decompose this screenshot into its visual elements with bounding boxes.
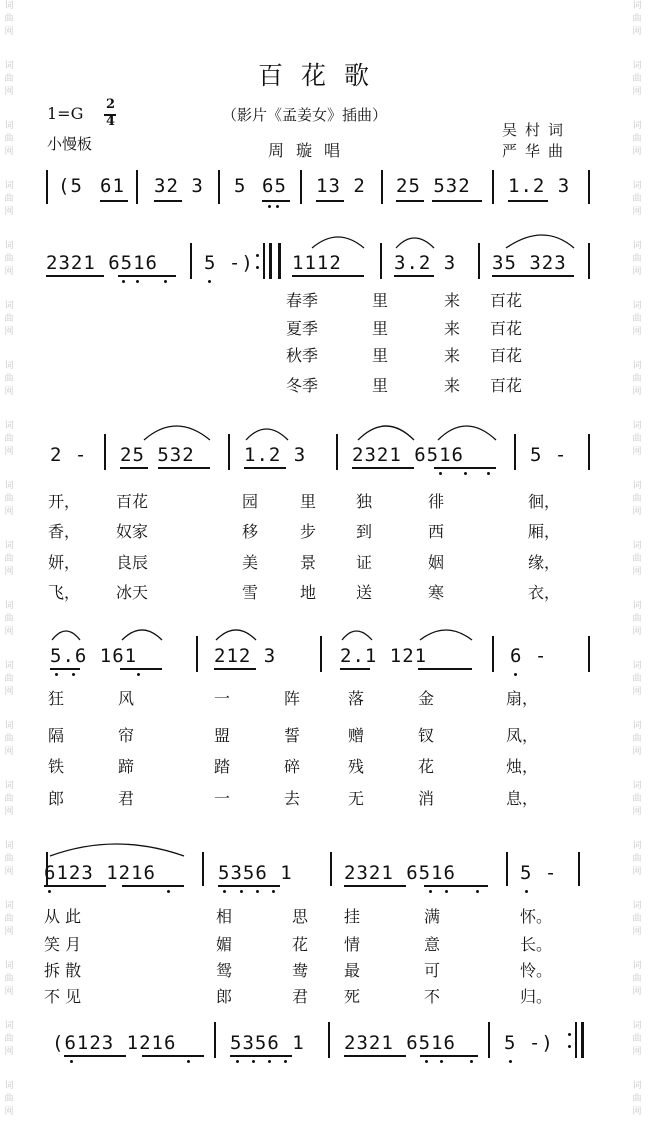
lyric-syllable: 从 此 [44, 907, 82, 926]
watermark-char: 曲 [4, 1034, 14, 1044]
watermark-char: 词 [632, 121, 642, 131]
watermark-char: 网 [632, 507, 642, 517]
lyric-syllable: 妍， [48, 553, 81, 572]
lyricist-credit: 吴村词 [502, 121, 572, 139]
watermark-char: 词 [632, 901, 642, 911]
note-group: 5 -) [204, 252, 254, 274]
lyric-syllable: 鸯 [292, 961, 309, 980]
watermark-char: 网 [632, 987, 642, 997]
time-signature-numerator: 2 [106, 97, 116, 112]
note-group: 35 323 [492, 252, 567, 274]
watermark-char: 词 [4, 841, 14, 851]
watermark-char: 曲 [632, 1034, 642, 1044]
lyric-syllable: 蹄 [118, 757, 135, 776]
watermark-char: 网 [632, 387, 642, 397]
lyric-syllable: 誓 [284, 726, 301, 745]
lyric-syllable: 里 [372, 346, 389, 365]
watermark-char: 曲 [4, 734, 14, 744]
tempo-marking: 小慢板 [47, 135, 93, 153]
note-group: 5356 1 [230, 1032, 305, 1054]
watermark-char: 网 [4, 447, 14, 457]
watermark-char: 词 [632, 61, 642, 71]
watermark-char: 网 [4, 207, 14, 217]
lyric-syllable: 独 [356, 492, 373, 511]
lyric-syllable: 残 [348, 757, 365, 776]
watermark-char: 词 [632, 841, 642, 851]
note-group: 65 [262, 175, 287, 197]
watermark-char: 曲 [632, 674, 642, 684]
slur [420, 630, 472, 640]
watermark-char: 网 [632, 807, 642, 817]
watermark-char: 网 [4, 147, 14, 157]
watermark-char: 曲 [4, 14, 14, 24]
watermark-char: 词 [632, 1, 642, 11]
lyric-syllable: 花 [418, 757, 435, 776]
lyric-syllable: 雪 [242, 583, 259, 602]
lyric-syllable: 来 [444, 376, 461, 395]
note-group: 13 2 [316, 175, 366, 197]
watermark-char: 网 [632, 1047, 642, 1057]
watermark-char: 网 [4, 927, 14, 937]
song-subtitle: （影片《孟姜女》插曲） [222, 106, 388, 124]
composer-credit: 严华曲 [502, 142, 572, 160]
watermark-char: 网 [632, 87, 642, 97]
slur [342, 631, 372, 640]
song-title: 百花歌 [258, 61, 388, 90]
lyric-syllable: 去 [284, 789, 301, 808]
watermark-char: 词 [632, 241, 642, 251]
lyric-syllable: 郎 [48, 789, 65, 808]
lyric-syllable: 不 见 [44, 987, 82, 1006]
watermark-char: 网 [4, 627, 14, 637]
lyric-syllable: 来 [444, 291, 461, 310]
slur [50, 844, 184, 856]
lyric-syllable: 缘， [528, 553, 561, 572]
watermark-char: 网 [632, 927, 642, 937]
watermark-char: 曲 [4, 134, 14, 144]
note-group: 6123 1216 [44, 862, 156, 884]
lyric-syllable: 香， [48, 522, 81, 541]
note-group: 2321 6516 [352, 444, 464, 466]
lyric-syllable: 挂 [344, 907, 361, 926]
watermark-char: 网 [632, 207, 642, 217]
watermark-char: 词 [632, 421, 642, 431]
watermark-char: 网 [4, 987, 14, 997]
lyric-syllable: 步 [300, 522, 317, 541]
lyric-syllable: 赠 [348, 726, 365, 745]
watermark-char: 网 [632, 867, 642, 877]
watermark-char: 词 [632, 301, 642, 311]
watermark-char: 网 [632, 627, 642, 637]
lyric-syllable: 落 [348, 689, 365, 708]
lyric-syllable: 徊， [528, 492, 561, 511]
slur [506, 235, 574, 248]
note-group: 5 [234, 175, 247, 197]
lyric-syllable: 厢， [528, 522, 561, 541]
lyric-syllable: 景 [300, 553, 317, 572]
watermark-char: 词 [632, 661, 642, 671]
lyric-syllable: 消 [418, 789, 435, 808]
slur [246, 429, 288, 440]
watermark-char: 曲 [4, 434, 14, 444]
watermark-char: 曲 [632, 914, 642, 924]
watermark-char: 网 [4, 1107, 14, 1117]
note-group: 5 - [520, 862, 558, 884]
watermark-char: 词 [632, 181, 642, 191]
lyric-syllable: 里 [372, 376, 389, 395]
note-group: 2321 6516 [344, 862, 456, 884]
lyric-syllable: 媚 [216, 935, 233, 954]
watermark-char: 词 [4, 781, 14, 791]
watermark-char: 网 [4, 507, 14, 517]
lyric-syllable: 拆 散 [44, 961, 82, 980]
watermark-char: 词 [4, 1081, 14, 1091]
slur [438, 426, 496, 440]
watermark-char: 曲 [632, 314, 642, 324]
lyric-syllable: 飞， [48, 583, 81, 602]
note-group: 32 3 [154, 175, 204, 197]
lyric-syllable: 来 [444, 346, 461, 365]
watermark-char: 词 [4, 361, 14, 371]
slur [52, 631, 80, 640]
watermark-char: 网 [4, 747, 14, 757]
watermark-char: 曲 [632, 794, 642, 804]
watermark-char: 网 [632, 447, 642, 457]
note-group: (6123 1216 [52, 1032, 177, 1054]
watermark-char: 曲 [4, 1094, 14, 1104]
lyric-syllable: 怀。 [520, 907, 553, 926]
watermark-char: 词 [4, 421, 14, 431]
lyric-syllable: 美 [242, 553, 259, 572]
watermark-char: 曲 [632, 74, 642, 84]
note-group: 5.6 161 [50, 645, 138, 667]
lyric-syllable: 到 [356, 522, 373, 541]
watermark-char: 曲 [632, 1094, 642, 1104]
watermark-char: 曲 [4, 794, 14, 804]
watermark-char: 词 [632, 1021, 642, 1031]
note-group: 5356 1 [218, 862, 293, 884]
lyric-syllable: 姻 [428, 553, 445, 572]
watermark-char: 词 [4, 661, 14, 671]
watermark-char: 曲 [632, 734, 642, 744]
lyric-syllable: 最 [344, 961, 361, 980]
watermark-char: 曲 [4, 974, 14, 984]
key-signature: 1=G [47, 104, 84, 123]
watermark-char: 网 [4, 807, 14, 817]
note-group: 2 - [50, 444, 88, 466]
watermark-char: 曲 [4, 914, 14, 924]
lyric-syllable: 里 [372, 319, 389, 338]
lyric-syllable: 鸳 [216, 961, 233, 980]
lyric-syllable: 秋季 [286, 346, 319, 365]
watermark-char: 曲 [632, 554, 642, 564]
lyric-syllable: 死 [344, 987, 361, 1006]
watermark-char: 网 [632, 267, 642, 277]
note-group: 25 532 [396, 175, 471, 197]
lyric-syllable: 百花 [116, 492, 149, 511]
watermark-char: 词 [4, 1021, 14, 1031]
lyric-syllable: 里 [372, 291, 389, 310]
lyric-syllable: 息， [506, 789, 539, 808]
watermark-char: 网 [632, 27, 642, 37]
lyric-syllable: 铁 [48, 757, 65, 776]
lyric-syllable: 寒 [428, 583, 445, 602]
watermark-char: 词 [4, 961, 14, 971]
lyric-syllable: 证 [356, 553, 373, 572]
singer-credit: 周璇唱 [268, 141, 353, 160]
watermark-char: 词 [632, 361, 642, 371]
note-group: 1.2 3 [508, 175, 571, 197]
lyric-syllable: 冬季 [286, 376, 319, 395]
watermark-char: 词 [632, 601, 642, 611]
lyric-syllable: 衣， [528, 583, 561, 602]
lyric-syllable: 送 [356, 583, 373, 602]
watermark-char: 曲 [632, 614, 642, 624]
watermark-char: 曲 [4, 374, 14, 384]
lyric-syllable: 来 [444, 319, 461, 338]
watermark-char: 网 [632, 567, 642, 577]
lyric-syllable: 良辰 [116, 553, 149, 572]
note-group: 2.1 121 [340, 645, 428, 667]
lyric-syllable: 不 [424, 987, 441, 1006]
note-group: (5 [58, 175, 83, 197]
watermark-char: 词 [4, 481, 14, 491]
watermark-char: 曲 [4, 854, 14, 864]
lyric-syllable: 意 [424, 935, 441, 954]
watermark-char: 网 [632, 327, 642, 337]
lyric-syllable: 归。 [520, 987, 553, 1006]
lyric-syllable: 满 [424, 907, 441, 926]
watermark-char: 网 [4, 867, 14, 877]
lyric-syllable: 情 [344, 935, 361, 954]
watermark-char: 曲 [632, 494, 642, 504]
lyric-syllable: 西 [428, 522, 445, 541]
lyric-syllable: 踏 [214, 757, 231, 776]
watermark-char: 词 [632, 781, 642, 791]
lyric-syllable: 百花 [490, 376, 523, 395]
lyric-syllable: 百花 [490, 319, 523, 338]
watermark-char: 曲 [4, 614, 14, 624]
note-group: 5 -) [504, 1032, 554, 1054]
lyric-syllable: 凤， [506, 726, 539, 745]
lyric-syllable: 地 [300, 583, 317, 602]
watermark-char: 网 [4, 327, 14, 337]
note-group: 3.2 3 [394, 252, 457, 274]
lyric-syllable: 奴家 [116, 522, 149, 541]
watermark-char: 曲 [632, 14, 642, 24]
watermark-char: 曲 [632, 134, 642, 144]
lyric-syllable: 怜。 [520, 961, 553, 980]
note-group: 2321 6516 [344, 1032, 456, 1054]
watermark-char: 曲 [4, 494, 14, 504]
note-group: 1112 [292, 252, 342, 274]
lyric-syllable: 思 [292, 907, 309, 926]
watermark-char: 词 [632, 481, 642, 491]
lyric-syllable: 金 [418, 689, 435, 708]
note-group: 61 [100, 175, 125, 197]
watermark-char: 词 [4, 901, 14, 911]
watermark-char: 词 [632, 961, 642, 971]
lyric-syllable: 一 [214, 789, 231, 808]
lyric-syllable: 狂 [48, 689, 65, 708]
note-group: 5 - [530, 444, 568, 466]
lyric-syllable: 君 [118, 789, 135, 808]
watermark-char: 曲 [4, 194, 14, 204]
watermark-char: 曲 [4, 254, 14, 264]
lyric-syllable: 冰天 [116, 583, 149, 602]
lyric-syllable: 园 [242, 492, 259, 511]
lyric-syllable: 花 [292, 935, 309, 954]
lyric-syllable: 相 [216, 907, 233, 926]
lyric-syllable: 百花 [490, 291, 523, 310]
watermark-char: 曲 [4, 554, 14, 564]
lyric-syllable: 开， [48, 492, 81, 511]
watermark-char: 词 [4, 601, 14, 611]
watermark-char: 曲 [632, 254, 642, 264]
lyric-syllable: 无 [348, 789, 365, 808]
lyric-syllable: 风 [118, 689, 135, 708]
note-group: 2321 6516 [46, 252, 158, 274]
watermark-char: 词 [632, 721, 642, 731]
watermark-char: 网 [4, 1047, 14, 1057]
slur [312, 237, 364, 248]
watermark-char: 网 [632, 1107, 642, 1117]
watermark-char: 词 [632, 541, 642, 551]
time-signature-denominator: 4 [106, 114, 116, 129]
watermark-char: 网 [4, 267, 14, 277]
lyric-syllable: 春季 [286, 291, 319, 310]
lyric-syllable: 盟 [214, 726, 231, 745]
lyric-syllable: 帘 [118, 726, 135, 745]
watermark-char: 词 [632, 1081, 642, 1091]
slur [122, 630, 162, 640]
watermark-char: 词 [4, 241, 14, 251]
lyric-syllable: 君 [292, 987, 309, 1006]
lyric-syllable: 阵 [284, 689, 301, 708]
watermark-char: 曲 [632, 434, 642, 444]
watermark-char: 词 [4, 1, 14, 11]
lyric-syllable: 移 [242, 522, 259, 541]
slur [144, 426, 210, 440]
note-group: 25 532 [120, 444, 195, 466]
lyric-syllable: 钗 [418, 726, 435, 745]
lyric-syllable: 碎 [284, 757, 301, 776]
lyric-syllable: 一 [214, 689, 231, 708]
watermark-char: 曲 [4, 674, 14, 684]
watermark-char: 词 [4, 541, 14, 551]
watermark-char: 曲 [4, 314, 14, 324]
watermark-char: 曲 [632, 854, 642, 864]
lyric-syllable: 笑 月 [44, 935, 82, 954]
lyric-syllable: 徘 [428, 492, 445, 511]
lyric-syllable: 郎 [216, 987, 233, 1006]
lyric-syllable: 烛， [506, 757, 539, 776]
watermark-char: 网 [4, 87, 14, 97]
watermark-char: 曲 [632, 974, 642, 984]
lyric-syllable: 可 [424, 961, 441, 980]
watermark-char: 曲 [632, 374, 642, 384]
note-group: 1.2 3 [244, 444, 307, 466]
watermark-char: 网 [4, 567, 14, 577]
watermark-char: 网 [4, 687, 14, 697]
note-group: 212 3 [214, 645, 277, 667]
slur [216, 630, 256, 640]
lyric-syllable: 扇， [506, 689, 539, 708]
watermark-char: 网 [632, 147, 642, 157]
lyric-syllable: 百花 [490, 346, 523, 365]
slur [358, 426, 414, 440]
watermark-char: 词 [4, 181, 14, 191]
watermark-char: 词 [4, 721, 14, 731]
watermark-char: 词 [4, 301, 14, 311]
watermark-char: 曲 [4, 74, 14, 84]
watermark-char: 网 [4, 27, 14, 37]
lyric-syllable: 隔 [48, 726, 65, 745]
lyric-syllable: 长。 [520, 935, 553, 954]
note-group: 6 - [510, 645, 548, 667]
watermark-char: 网 [632, 687, 642, 697]
watermark-char: 词 [4, 121, 14, 131]
slur [396, 238, 434, 248]
watermark-char: 网 [4, 387, 14, 397]
watermark-char: 网 [632, 747, 642, 757]
watermark-char: 曲 [632, 194, 642, 204]
lyric-syllable: 夏季 [286, 319, 319, 338]
lyric-syllable: 里 [300, 492, 317, 511]
watermark-char: 词 [4, 61, 14, 71]
